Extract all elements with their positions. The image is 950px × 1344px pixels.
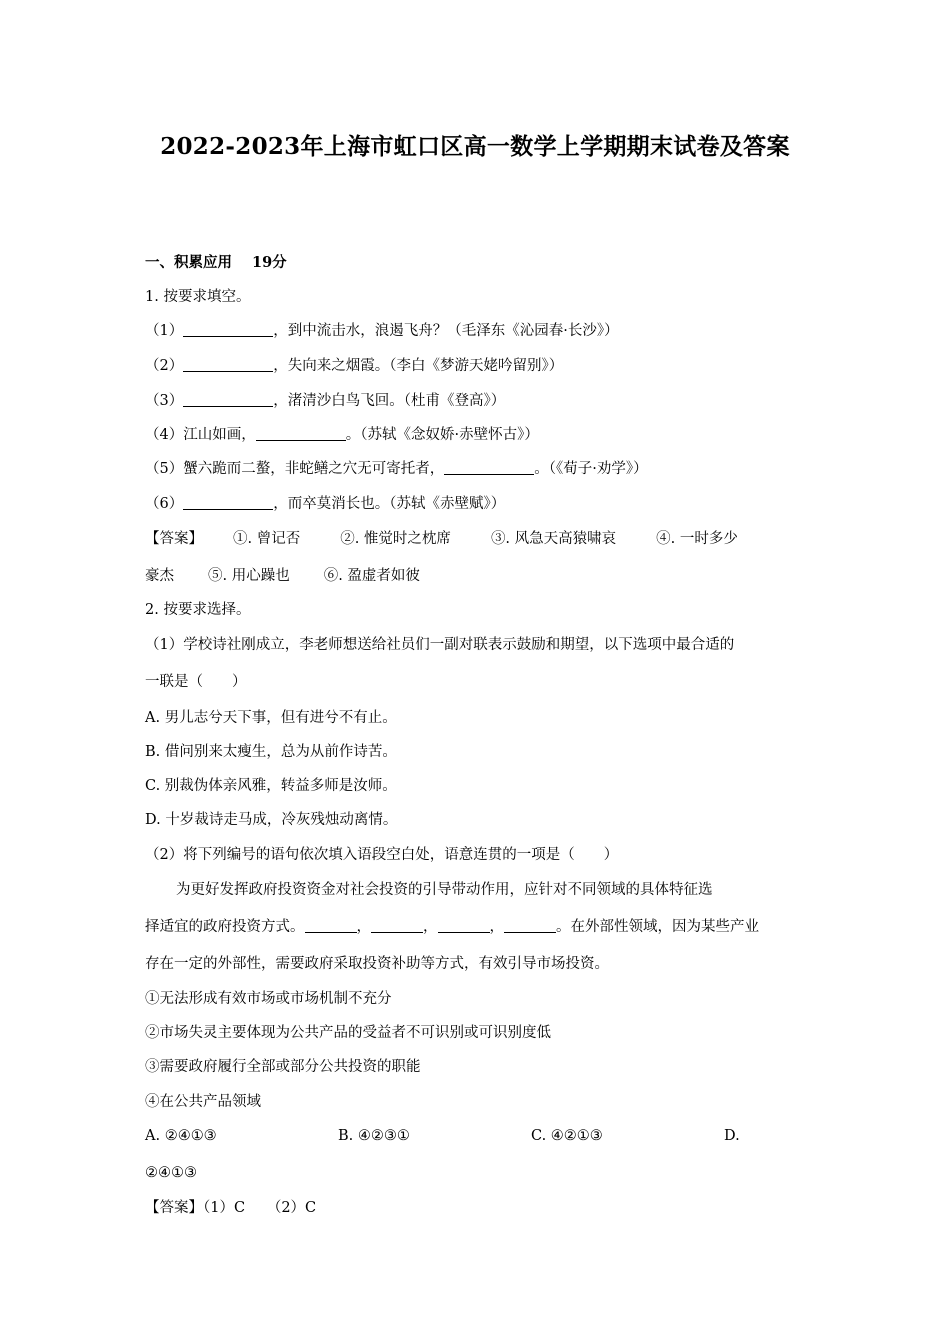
passage-line-1: 为更好发挥政府投资资金对社会投资的引导带动作用，应针对不同领域的具体特征选 — [176, 882, 713, 898]
q2-sub1-line1: （1）学校诗社刚成立，李老师想送给社员们一副对联表示鼓励和期望，以下选项中最合适的 — [145, 637, 735, 653]
fill-blank — [183, 392, 273, 407]
sentence-1: ①无法形成有效市场或市场机制不充分 — [145, 991, 392, 1007]
q2-option-d-value: ②④①③ — [145, 1165, 197, 1181]
sentence-2: ②市场失灵主要体现为公共产品的受益者不可识别或可识别度低 — [145, 1025, 551, 1041]
q1-item-3-post: ，渚清沙白鸟飞回。（杜甫《登高》） — [273, 393, 506, 409]
sentence-4: ④在公共产品领域 — [145, 1094, 261, 1110]
q1-answer-cont — [145, 566, 420, 586]
q2-sub1-option-d: D. 十岁裁诗走马成，冷灰残烛动离情。 — [145, 812, 398, 828]
answer-label: 【答案】 — [145, 531, 203, 547]
q2-stem: 2. 按要求选择。 — [145, 602, 251, 618]
q1-stem: 1. 按要求填空。 — [145, 289, 251, 305]
answer-label: 【答案】 — [145, 1200, 203, 1216]
q2-sub2-stem: （2）将下列编号的语句依次填入语段空白处，语意连贯的一项是（ ） — [145, 847, 619, 863]
q1-item-5-post: 。（《荀子·劝学》） — [534, 461, 648, 477]
q1-item-2-post: ，失向来之烟霞。（李白《梦游天姥吟留别》） — [273, 358, 564, 374]
fill-blank — [183, 357, 273, 372]
fill-blank — [371, 918, 423, 933]
q2-sub1-line2: 一联是（ ） — [145, 674, 247, 690]
answer-4-cont: 豪杰 — [145, 568, 174, 584]
q1-item-6-post: ，而卒莫消长也。（苏轼《赤壁赋》） — [273, 496, 506, 512]
q2-option-d: D. — [724, 1128, 740, 1144]
fill-blank — [504, 918, 556, 933]
answer-3: ③. 风急天高猿啸哀 — [490, 531, 617, 547]
section-score: 19分 — [252, 254, 287, 271]
passage-line-2-pre: 择适宜的政府投资方式。 — [145, 919, 305, 935]
fill-blank — [305, 918, 357, 933]
q1-item-3-pre: （3） — [145, 393, 184, 409]
answer-text: （1）C （2）C — [203, 1200, 317, 1216]
fill-blank — [444, 460, 534, 475]
q1-item-3 — [145, 391, 505, 411]
answer-5: ⑤. 用心躁也 — [208, 568, 290, 584]
q2-option-b: B. ④②③① — [338, 1128, 410, 1144]
q2-option-c: C. ④②①③ — [531, 1128, 603, 1144]
q1-item-5-pre: （5）蟹六跪而二螯，非蛇鳝之穴无可寄托者， — [145, 461, 445, 477]
q1-item-1-pre: （1） — [145, 323, 184, 339]
q1-item-6-pre: （6） — [145, 496, 184, 512]
passage-line-2: 择适宜的政府投资方式。 ， ， ， 。在外部性领域，因为某些产业 — [145, 919, 759, 935]
q2-answer — [145, 1198, 316, 1218]
q1-item-6 — [145, 494, 505, 514]
fill-blank — [438, 918, 490, 933]
fill-blank — [183, 495, 273, 510]
answer-6: ⑥. 盈虚者如彼 — [323, 568, 420, 584]
q2-option-a: A. ②④①③ — [145, 1128, 217, 1144]
q1-item-4-post: 。（苏轼《念奴娇·赤壁怀古》） — [345, 427, 539, 443]
answer-1: ①. 曾记否 — [233, 531, 301, 547]
q1-answer — [145, 529, 738, 549]
q1-item-4-pre: （4）江山如画， — [145, 427, 256, 443]
fill-blank — [256, 426, 346, 441]
q1-item-4 — [145, 425, 539, 445]
sentence-3: ③需要政府履行全部或部分公共投资的职能 — [145, 1059, 421, 1075]
answer-4: ④. 一时多少 — [656, 531, 738, 547]
passage-line-2-post: 。在外部性领域，因为某些产业 — [556, 919, 759, 935]
passage-line-3: 存在一定的外部性，需要政府采取投资补助等方式，有效引导市场投资。 — [145, 956, 609, 972]
q1-item-1-post: ，到中流击水，浪遏飞舟？（毛泽东《沁园春·长沙》） — [273, 323, 619, 339]
q2-sub1-option-c: C. 别裁伪体亲风雅，转益多师是汝师。 — [145, 778, 397, 794]
q2-sub1-option-b: B. 借问别来太瘦生，总为从前作诗苦。 — [145, 744, 397, 760]
q1-item-5 — [145, 459, 648, 479]
q1-item-2-pre: （2） — [145, 358, 184, 374]
q1-item-1 — [145, 321, 619, 341]
section-heading — [145, 253, 287, 273]
page-title: 2022-2023年上海市虹口区高一数学上学期期末试卷及答案 — [160, 133, 790, 160]
q1-item-2 — [145, 356, 563, 376]
answer-2: ②. 惟觉时之枕席 — [340, 531, 451, 547]
fill-blank — [183, 322, 273, 337]
section-title: 一、积累应用 — [145, 254, 232, 271]
q2-sub1-option-a: A. 男儿志兮天下事，但有进兮不有止。 — [145, 710, 397, 726]
